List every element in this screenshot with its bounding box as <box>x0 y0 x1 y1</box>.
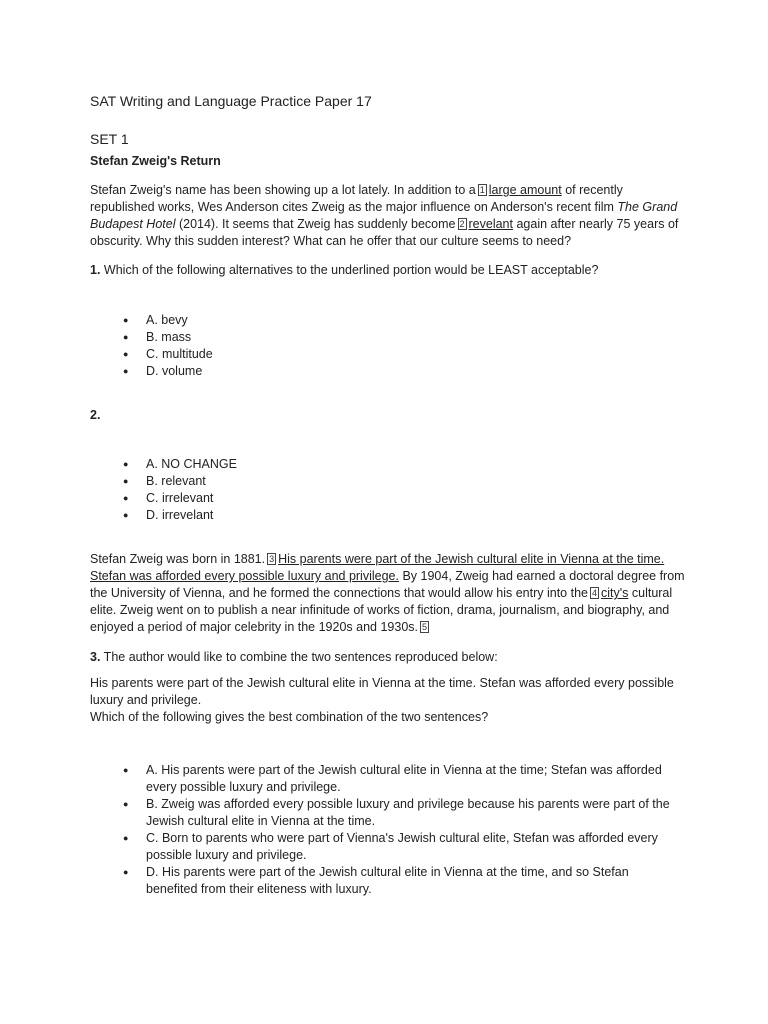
question-3-options <box>90 762 690 898</box>
question-number: 1. <box>90 263 101 277</box>
question-marker-1: 1 <box>479 185 485 195</box>
question-number: 2. <box>90 408 101 422</box>
question-marker-2: 2 <box>459 219 465 229</box>
underlined-portion-3: His parents were part of the Jewish cultural elite in Vienna at the time. Stefan was afforded every possible luxury and privilege. <box>90 552 665 583</box>
passage-heading: Stefan Zweig's Return <box>90 154 221 168</box>
option-item: ● D. His parents were part of the Jewish cultural elite in Vienna at the time, and so Stefan benefited from their eliteness with luxury. <box>90 864 690 898</box>
option-item: ● A. NO CHANGE <box>90 456 690 473</box>
question-2 <box>90 407 690 424</box>
question-prompt: Which of the following gives the best combination of the two sentences? <box>90 710 489 724</box>
page-title: SAT Writing and Language Practice Paper 17 <box>90 93 372 109</box>
option-item: ● B. relevant <box>90 473 690 490</box>
underlined-portion-2: revelant <box>468 217 513 231</box>
underlined-portion-1: large amount <box>488 183 562 197</box>
option-item: ● D. volume <box>90 363 690 380</box>
question-marker-5: 5 <box>422 622 428 632</box>
set-label: SET 1 <box>90 131 129 147</box>
passage-paragraph-2: Stefan Zweig was born in 1881. 3 His parents were part of the Jewish cultural elite in Vienna at the time. Stefan was afforded every possible luxury and privilege. By 1904, Zweig had earned a doctoral degree from the University of Vienna, and he formed the connections that would allow his entry into the 4 city's cultural elite. Zweig went on to publish a near infinitude of works of fiction, drama, journalism, and biography, and enjoyed a period of major celebrity in the 1920s and 1930s. 5 <box>90 552 685 634</box>
quoted-sentences: His parents were part of the Jewish cultural elite in Vienna at the time. Stefan was afforded every possible luxury and privilege. <box>90 676 674 707</box>
question-3 <box>90 649 690 666</box>
option-item: ● A. His parents were part of the Jewish cultural elite in Vienna at the time; Stefan was afforded every possible luxury and privilege. <box>90 762 690 796</box>
film-title: The Grand Budapest Hotel <box>90 200 678 231</box>
question-3-body <box>90 675 690 726</box>
option-item: ● C. multitude <box>90 346 690 363</box>
question-2-options <box>90 456 690 524</box>
question-marker-4: 4 <box>591 588 597 598</box>
question-1 <box>90 262 690 279</box>
question-marker-3: 3 <box>269 554 275 564</box>
passage-paragraph-1: Stefan Zweig's name has been showing up a lot lately. In addition to a 1 large amount of recently republished works, Wes Anderson cites Zweig as the major influence on Anderson's recent film The Grand Budapest Hotel (2014). It seems that Zweig has suddenly become 2 revelant again after nearly 75 years of obscurity. Why this sudden interest? What can he offer that our culture seems to need? <box>90 183 679 248</box>
question-number: 3. <box>90 650 101 664</box>
option-item: ● A. bevy <box>90 312 690 329</box>
underlined-portion-4: city's <box>601 586 629 600</box>
option-item: ● B. Zweig was afforded every possible luxury and privilege because his parents were part of the Jewish cultural elite in Vienna at the time. <box>90 796 690 830</box>
option-item: ● C. irrelevant <box>90 490 690 507</box>
question-text: Which of the following alternatives to the underlined portion would be LEAST acceptable? <box>100 263 599 277</box>
option-item: ● D. irrevelant <box>90 507 690 524</box>
question-text: The author would like to combine the two sentences reproduced below: <box>100 650 498 664</box>
option-item: ● C. Born to parents who were part of Vienna's Jewish cultural elite, Stefan was afforded every possible luxury and privilege. <box>90 830 690 864</box>
question-1-options <box>90 312 690 380</box>
option-item: ● B. mass <box>90 329 690 346</box>
